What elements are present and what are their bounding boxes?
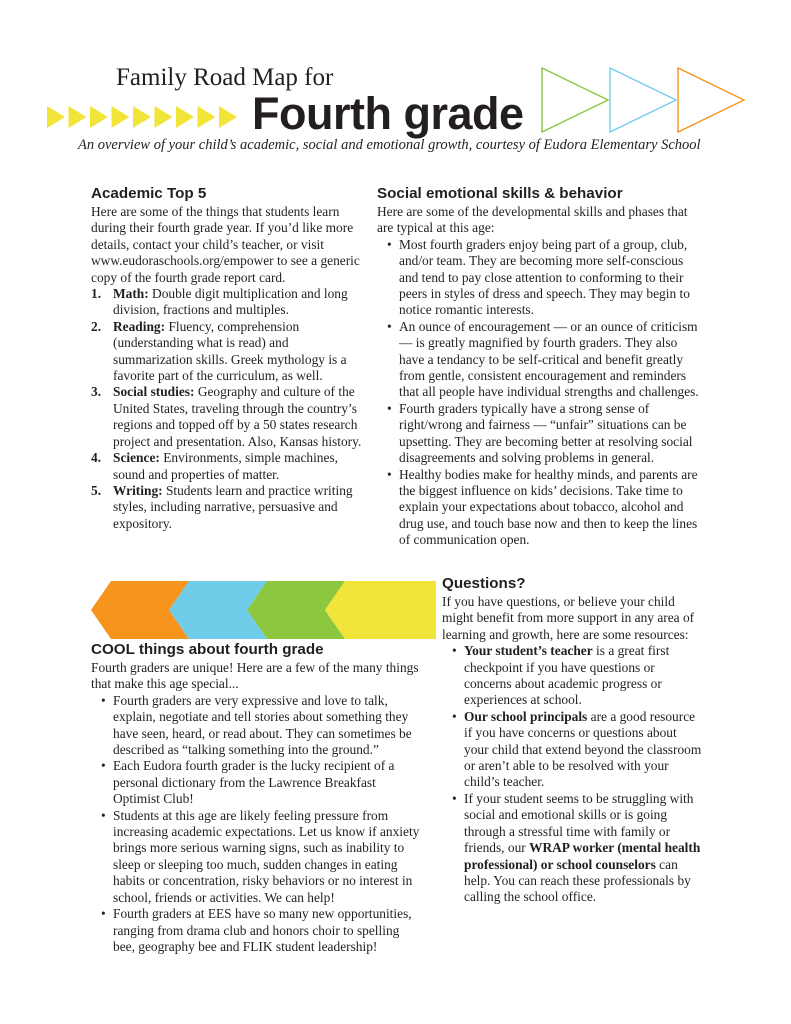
- questions-item: [442, 643, 704, 709]
- item-number: 1.: [91, 286, 102, 302]
- item-text: If your student seems to be struggling with social and emotional skills or is going through a stressful time with family or friends, our: [464, 790, 694, 856]
- cool-item: [91, 808, 423, 906]
- bullet-icon: •: [101, 807, 106, 823]
- academic-item: [91, 483, 363, 532]
- bullet-icon: •: [101, 906, 106, 922]
- kicker-text: Family Road Map for: [116, 64, 334, 91]
- yellow-chevron: [325, 581, 436, 639]
- page-title: Fourth grade: [252, 88, 524, 139]
- bullet-icon: •: [452, 790, 457, 806]
- cool-section: [91, 640, 423, 955]
- yellow-arrows-decoration: [47, 104, 247, 132]
- social-list: [377, 237, 699, 549]
- item-text: Fluency, comprehension (understanding what is read) and summarization skills. Greek mythology is a favorite part of the curriculum, as well.: [113, 318, 347, 384]
- yellow-arrow-icon: [47, 106, 65, 128]
- cool-heading: COOL things about fourth grade: [91, 641, 324, 658]
- blue-triangle-outline: [610, 68, 676, 132]
- resource-name: WRAP worker (mental health professional) or school counselors: [464, 840, 701, 872]
- yellow-arrow-icon: [133, 106, 151, 128]
- bullet-icon: •: [387, 400, 392, 416]
- item-label: Writing:: [113, 482, 163, 498]
- academic-list: [91, 286, 363, 532]
- social-item: [377, 319, 699, 401]
- academic-item: [91, 319, 363, 385]
- cool-list: [91, 693, 423, 956]
- item-text: Healthy bodies make for healthy minds, and parents are the biggest influence on kids’ decisions. Take time to explain your expectations about tobacco, alcohol and drug use, and touch base now and then to keep the lines of communication open.: [399, 466, 698, 548]
- orange-triangle-outline: [678, 68, 744, 132]
- questions-item: [442, 709, 704, 791]
- bullet-icon: •: [387, 236, 392, 252]
- academic-heading: Academic Top 5: [91, 185, 207, 202]
- item-text: Most fourth graders enjoy being part of a group, club, and/or team. They are becoming more self-conscious and tend to pay close attention to conforming to their peers in styles of dress and speech. They may begin to notice romantic interests.: [399, 236, 690, 318]
- bullet-icon: •: [452, 643, 457, 659]
- item-text: Fourth graders typically have a strong sense of right/wrong and fairness — “unfair” situations can be upsetting. They are becoming better at resolving social disagreements and solving problems in general.: [399, 400, 693, 466]
- item-text: Students learn and practice writing styles, including narrative, persuasive and expository.: [113, 482, 353, 531]
- item-number: 3.: [91, 384, 102, 400]
- item-text: Fourth graders at EES have so many new opportunities, ranging from drama club and honors choir to spelling bee, geography bee and FLIK student leadership!: [113, 906, 412, 954]
- bullet-icon: •: [452, 708, 457, 724]
- cool-item: [91, 906, 423, 955]
- questions-intro: If you have questions, or believe your child might benefit from more support in any area of learning and growth, here are some resources:: [442, 594, 695, 642]
- academic-item: [91, 286, 363, 319]
- cool-item: [91, 758, 423, 807]
- bullet-icon: •: [387, 318, 392, 334]
- yellow-arrow-icon: [112, 106, 130, 128]
- yellow-arrow-icon: [219, 106, 237, 128]
- academic-intro: Here are some of the things that students learn during their fourth grade year. If you’d like more details, contact your child’s teacher, or visit www.eudoraschools.org/empower to see a generic copy of the fourth grade report card.: [91, 204, 360, 285]
- questions-section: [442, 574, 704, 906]
- item-text: Double digit multiplication and long division, fractions and multiples.: [113, 286, 348, 318]
- item-text: Fourth graders are very expressive and love to talk, explain, negotiate and tell stories about something they have seen, heard, or read about. They can sometimes be described as “talking something into the ground.”: [113, 692, 412, 758]
- item-number: 5.: [91, 482, 102, 498]
- item-label: Reading:: [113, 318, 166, 334]
- resource-name: Our school principals: [464, 708, 588, 724]
- academic-item: [91, 450, 363, 483]
- questions-heading: Questions?: [442, 575, 526, 592]
- bullet-icon: •: [101, 758, 106, 774]
- social-section: [377, 184, 699, 549]
- item-text: is a great first checkpoint if you have questions or concerns about academic progress or experiences at school.: [464, 643, 670, 708]
- item-text: can help. You can reach these professionals by calling the school office.: [464, 856, 691, 905]
- item-text: Students at this age are likely feeling pressure from increasing academic expectations. Let us know if anxiety brings more serious warning signs, such as inability to sleep or sleeping too much, sudden changes in eating habits or concentration, risky behaviors or no interest in school, friends or activities. We can help!: [113, 807, 420, 905]
- item-number: 4.: [91, 450, 102, 466]
- yellow-arrow-icon: [176, 106, 194, 128]
- green-triangle-outline: [542, 68, 608, 132]
- academic-section: [91, 184, 363, 532]
- page-subtitle: An overview of your child’s academic, social and emotional growth, courtesy of Eudora Elementary School: [78, 137, 701, 153]
- social-item: [377, 401, 699, 467]
- item-label: Science:: [113, 450, 160, 466]
- item-text: Geography and culture of the United States, traveling through the country’s regions and topped off by a 50 states research project and presentation. Also, Kansas history.: [113, 384, 362, 449]
- item-text: An ounce of encouragement — or an ounce of criticism — is greatly magnified by fourth graders. They also have a tendancy to be self-critical and benefit greatly from gentle, consistent encouragement and reminders that all people have individual strengths and challenges.: [399, 318, 699, 400]
- social-item: [377, 237, 699, 319]
- item-label: Math:: [113, 286, 149, 302]
- academic-item: [91, 384, 363, 450]
- outline-triangles-decoration: [538, 64, 748, 136]
- questions-list: [442, 643, 704, 906]
- social-heading: Social emotional skills & behavior: [377, 185, 623, 202]
- item-text: are a good resource if you have concerns or questions about your child that extend beyond the classroom or aren’t able to be resolved with your child’s teacher.: [464, 708, 702, 790]
- yellow-arrow-icon: [90, 106, 108, 128]
- chevron-band-decoration: [91, 581, 436, 639]
- yellow-arrow-icon: [155, 106, 173, 128]
- bullet-icon: •: [387, 466, 392, 482]
- item-text: Environments, simple machines, sound and properties of matter.: [113, 450, 338, 482]
- questions-item: [442, 791, 704, 906]
- item-text: Each Eudora fourth grader is the lucky recipient of a personal dictionary from the Lawrence Breakfast Optimist Club!: [113, 758, 395, 807]
- cool-intro: Fourth graders are unique! Here are a few of the many things that make this age special...: [91, 660, 419, 692]
- item-number: 2.: [91, 318, 102, 334]
- bullet-icon: •: [101, 692, 106, 708]
- social-item: [377, 467, 699, 549]
- social-intro: Here are some of the developmental skills and phases that are typical at this age:: [377, 204, 688, 236]
- yellow-arrow-icon: [69, 106, 87, 128]
- resource-name: Your student’s teacher: [464, 643, 593, 659]
- yellow-arrow-icon: [198, 106, 216, 128]
- item-label: Social studies:: [113, 384, 195, 400]
- cool-item: [91, 693, 423, 759]
